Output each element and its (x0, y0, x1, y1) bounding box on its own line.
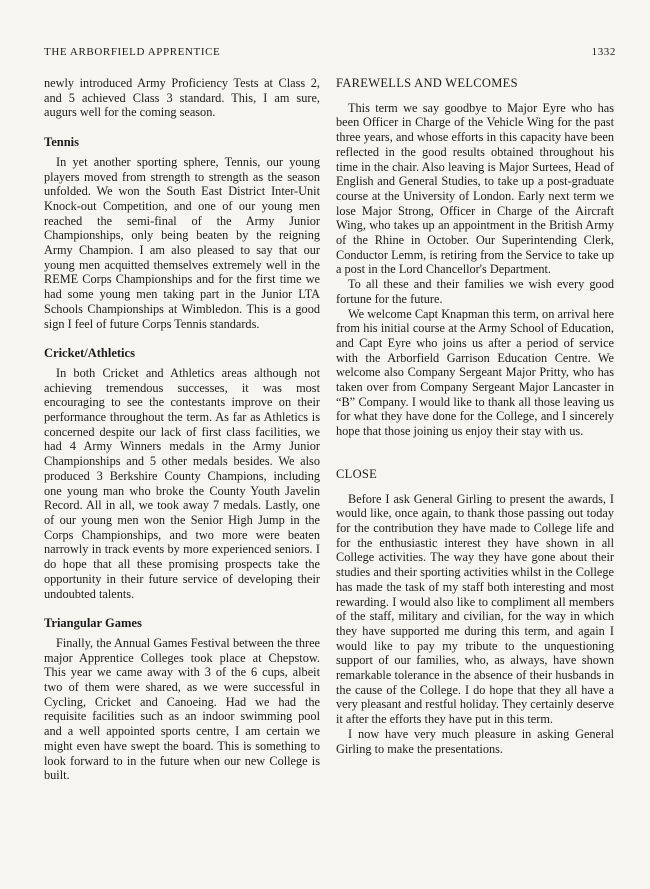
farewells-paragraph-3: We welcome Capt Knapman this term, on arrival here from his initial course at the Army School of Education, and Capt Eyre who joins us after a period of service with the Arborfield Garrison Education Centre. We welcome also Company Sergeant Major Pritty, who has taken over from Company Sergeant Major Lancaster in “B” Company. I would like to thank all those leaving us for what they have done for the College, and I sincerely hope that those joining us enjoy their stay with us. (336, 306, 614, 439)
close-paragraph-1: Before I ask General Girling to present the awards, I would like, once again, to thank those passing out today for the contribution they have made to College life and for the enthusiastic interest they have shown in all College activities. The way they have gone about their studies and their sporting activities whilst in the College has made the task of my staff both interesting and most rewarding. I would also like to compliment all members of the staff, military and civilian, for the way in which they have supported me during this term, and again I would like to pay my tribute to the unquestioning support of our families, who, as always, have shown remarkable tolerance in the absence of their husbands in the cause of the College. I do hope that they all have a very pleasant and restful holiday. They certainly deserve it after the efforts they have put in this term. (336, 491, 614, 727)
running-header (44, 46, 616, 62)
close-heading: CLOSE (336, 466, 378, 481)
intro-paragraph: newly introduced Army Proficiency Tests at Class 2, and 5 achieved Class 3 standard. This, I am sure, augurs well for the coming season. (44, 76, 320, 120)
left-column (44, 76, 320, 783)
triangular-games-paragraph: Finally, the Annual Games Festival between the three major Apprentice Colleges took place at Chepstow. This year we came away with 3 of the 6 cups, albeit two of them were shared, as we were successful in Cycling, Cricket and Canoeing. Had we had the requisite facilities such as an indoor swimming pool and a well appointed sports centre, I am certain we might even have swept the board. This is something to look forward to in the future when our new College is built. (44, 635, 320, 783)
publication-title: THE ARBORFIELD APPRENTICE (44, 46, 221, 58)
cricket-athletics-paragraph: In both Cricket and Athletics areas although not achieving tremendous successes, it was most encouraging to see the contestants improve on their performance throughout the term. As far as Athletics is concerned despite our lack of first class facilities, we had 4 Army Winners medals in the Army Junior Championships and 5 other medals besides. We also produced 3 Berkshire County Champions, including one young man who broke the County Youth Javelin Record. All in all, we took away 7 medals. Lastly, one of our young men won the Senior High Jump in the Corps Championships, and two more were beaten narrowly in track events by more experienced seniors. I do hope that all these promising prospects take the opportunity in their future service of developing their undoubted talents. (44, 365, 320, 601)
cricket-athletics-heading: Cricket/Athletics (44, 346, 135, 361)
triangular-games-heading: Triangular Games (44, 616, 142, 631)
farewells-paragraph-2: To all these and their families we wish every good fortune for the future. (336, 277, 614, 306)
right-column (336, 76, 614, 756)
farewells-heading: FAREWELLS AND WELCOMES (336, 76, 518, 90)
page-number: 1332 (591, 46, 616, 58)
farewells-paragraph-1: This term we say goodbye to Major Eyre who has been Officer in Charge of the Vehicle Wing for the past three years, and whose efforts in this capacity have been reflected in the good results obtained throughout his time in the chair. Also leaving is Major Surtees, Head of English and General Studies, to take up a post-graduate course at the University of London. Early next term we lose Major Strong, Officer in Charge of the Aircraft Wing, who takes up an appointment in the British Army of the Rhine in October. Our Superintending Clerk, Conductor Lemm, is retiring from the Service to take up a post in the Lord Chancellor's Department. (336, 100, 614, 277)
close-paragraph-2: I now have very much pleasure in asking General Girling to make the presentations. (336, 726, 614, 756)
tennis-heading: Tennis (44, 135, 79, 150)
tennis-paragraph: In yet another sporting sphere, Tennis, our young players moved from strength to strength as the season unfolded. We won the South East District Inter-Unit Knock-out Competition, and one of our young men reached the semi-final of the Army Junior Championships, only being beaten by the reigning Army Champion. I am also pleased to say that our young men acquitted themselves extremely well in the REME Corps Championships and for the first time we had some young men taking part in the Junior LTA Schools Championships at Wimbledon. This is a good sign I feel of future Corps Tennis standards. (44, 154, 320, 331)
